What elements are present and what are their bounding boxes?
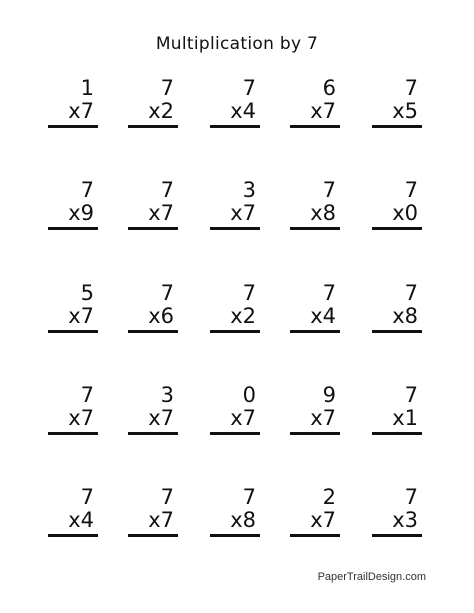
answer-line [128, 330, 178, 333]
multiplicand: 7 [404, 178, 418, 202]
problem-r2-c4 [290, 180, 340, 240]
multiplicand: 6 [322, 76, 336, 100]
multiplicand: 7 [160, 76, 174, 100]
problem-r5-c5 [372, 487, 422, 547]
multiplicand: 7 [404, 383, 418, 407]
problem-r5-c1 [48, 487, 98, 547]
multiplier: x6 [148, 304, 174, 328]
problem-r1-c2 [128, 78, 178, 138]
problem-r4-c1 [48, 385, 98, 445]
problem-r4-c4 [290, 385, 340, 445]
multiplier: x9 [68, 201, 94, 225]
multiplier: x8 [230, 508, 256, 532]
multiplier: x4 [310, 304, 336, 328]
multiplier: x4 [230, 99, 256, 123]
multiplier: x0 [392, 201, 418, 225]
problem-r3-c1 [48, 283, 98, 343]
answer-line [128, 125, 178, 128]
multiplier: x7 [310, 508, 336, 532]
problem-r2-c3 [210, 180, 260, 240]
answer-line [372, 330, 422, 333]
answer-line [210, 432, 260, 435]
multiplier: x8 [392, 304, 418, 328]
problem-r3-c4 [290, 283, 340, 343]
problem-r1-c1 [48, 78, 98, 138]
answer-line [290, 330, 340, 333]
answer-line [210, 125, 260, 128]
multiplicand: 7 [160, 485, 174, 509]
multiplier: x7 [310, 99, 336, 123]
answer-line [372, 125, 422, 128]
problem-r1-c5 [372, 78, 422, 138]
multiplier: x2 [148, 99, 174, 123]
multiplier: x4 [68, 508, 94, 532]
answer-line [210, 330, 260, 333]
multiplicand: 1 [80, 76, 94, 100]
multiplicand: 7 [242, 76, 256, 100]
problem-r3-c3 [210, 283, 260, 343]
multiplicand: 9 [322, 383, 336, 407]
problem-r3-c2 [128, 283, 178, 343]
answer-line [128, 432, 178, 435]
multiplicand: 7 [80, 485, 94, 509]
multiplier: x7 [68, 406, 94, 430]
problem-r2-c1 [48, 180, 98, 240]
multiplicand: 2 [322, 485, 336, 509]
answer-line [48, 125, 98, 128]
problem-r2-c5 [372, 180, 422, 240]
answer-line [290, 432, 340, 435]
multiplicand: 7 [322, 281, 336, 305]
answer-line [290, 227, 340, 230]
multiplier: x7 [148, 201, 174, 225]
answer-line [48, 330, 98, 333]
answer-line [210, 227, 260, 230]
multiplier: x3 [392, 508, 418, 532]
answer-line [290, 534, 340, 537]
multiplicand: 7 [242, 485, 256, 509]
multiplier: x5 [392, 99, 418, 123]
problem-r1-c3 [210, 78, 260, 138]
problem-r1-c4 [290, 78, 340, 138]
multiplicand: 7 [404, 485, 418, 509]
answer-line [210, 534, 260, 537]
problem-r3-c5 [372, 283, 422, 343]
problem-r4-c5 [372, 385, 422, 445]
multiplicand: 7 [242, 281, 256, 305]
answer-line [128, 534, 178, 537]
multiplier: x7 [148, 508, 174, 532]
answer-line [372, 227, 422, 230]
answer-line [128, 227, 178, 230]
multiplicand: 7 [404, 281, 418, 305]
multiplier: x2 [230, 304, 256, 328]
answer-line [290, 125, 340, 128]
multiplier: x7 [68, 304, 94, 328]
problem-r5-c2 [128, 487, 178, 547]
multiplicand: 7 [160, 178, 174, 202]
answer-line [372, 534, 422, 537]
worksheet-title: Multiplication by 7 [155, 34, 319, 54]
footer-credit: PaperTrailDesign.com [317, 571, 426, 583]
multiplicand: 7 [160, 281, 174, 305]
multiplicand: 7 [80, 383, 94, 407]
multiplier: x7 [230, 201, 256, 225]
multiplicand: 3 [160, 383, 174, 407]
multiplicand: 7 [404, 76, 418, 100]
multiplier: x7 [230, 406, 256, 430]
multiplicand: 7 [322, 178, 336, 202]
answer-line [48, 432, 98, 435]
problem-r4-c3 [210, 385, 260, 445]
multiplicand: 0 [242, 383, 256, 407]
multiplier: x7 [148, 406, 174, 430]
multiplicand: 5 [80, 281, 94, 305]
problem-r5-c3 [210, 487, 260, 547]
answer-line [48, 534, 98, 537]
problem-r2-c2 [128, 180, 178, 240]
answer-line [372, 432, 422, 435]
multiplicand: 7 [80, 178, 94, 202]
multiplier: x7 [310, 406, 336, 430]
multiplier: x1 [392, 406, 418, 430]
multiplier: x7 [68, 99, 94, 123]
problem-r4-c2 [128, 385, 178, 445]
problem-r5-c4 [290, 487, 340, 547]
multiplicand: 3 [242, 178, 256, 202]
multiplier: x8 [310, 201, 336, 225]
answer-line [48, 227, 98, 230]
